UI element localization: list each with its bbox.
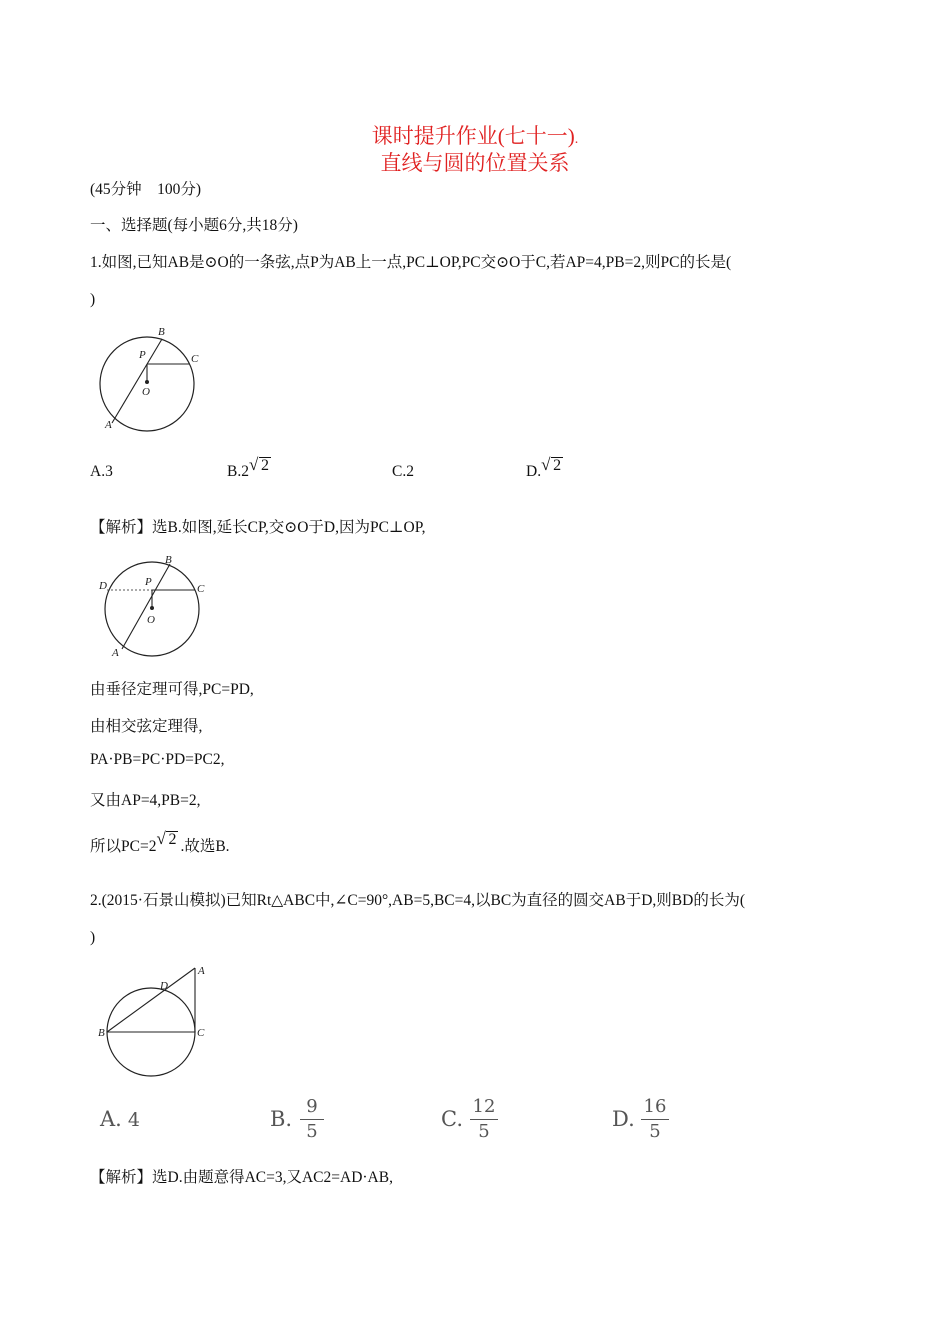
page-title: [0, 120, 950, 150]
q1b-label-d: D: [99, 580, 107, 592]
q2-option-d-label: D.: [612, 1107, 635, 1131]
time-score-meta: (45分钟 100分): [90, 181, 202, 198]
q1-chord-ab: [112, 339, 162, 423]
q1b-center-dot: [150, 606, 154, 610]
q1b-label-b: B: [165, 554, 172, 566]
q2-option-a: [100, 1107, 140, 1131]
q2-option-d-denominator: 5: [649, 1121, 661, 1142]
q2-label-d: D: [160, 980, 168, 992]
page-subtitle: 直线与圆的位置关系: [380, 151, 570, 175]
q2-option-c-numerator: 12: [472, 1096, 496, 1117]
section-heading: 一、选择题(每小题6分,共18分): [90, 217, 298, 234]
q2-option-b-fraction: [300, 1096, 324, 1143]
q1-analysis-figure: [92, 552, 222, 664]
q1-option-b: [227, 455, 269, 481]
q2-figure: [94, 960, 219, 1082]
q1-option-b-prefix: B.2: [227, 463, 249, 480]
q1-step-2: 由相交弦定理得,: [90, 718, 203, 735]
q1-conclusion: [90, 829, 230, 856]
q1-option-d-radicand: 2: [553, 457, 562, 474]
q1b-label-p: P: [145, 576, 152, 588]
q2-option-b-label: B.: [270, 1107, 293, 1131]
q1-label-a: A: [105, 419, 112, 431]
q1-option-d-prefix: D.: [526, 463, 542, 480]
q2-option-d-fraction: [641, 1096, 669, 1143]
sqrt-symbol: √ 2: [248, 455, 269, 474]
q2-label-a: A: [198, 965, 205, 977]
q1-label-b: B: [158, 326, 165, 338]
q1-conclusion-radicand: 2: [168, 831, 177, 848]
q2-analysis: [90, 1165, 393, 1187]
analysis-label: 【解析】: [90, 1169, 153, 1186]
q2-label-b: B: [98, 1027, 105, 1039]
q1-stem-end: ): [90, 291, 96, 308]
analysis-label: 【解析】: [90, 519, 153, 536]
q1-figure: [90, 322, 230, 434]
q2-stem: 2.(2015·石景山模拟)已知Rt△ABC中,∠C=90°,AB=5,BC=4,以BC为直径的圆交AB于D,则BD的长为(: [90, 892, 745, 909]
q1-step-3: PA·PB=PC·PD=PC2,: [90, 751, 225, 768]
q2-option-c-denominator: 5: [478, 1121, 490, 1142]
q1-analysis: [90, 515, 425, 537]
q1-label-p: P: [139, 349, 146, 361]
q1-label-o: O: [142, 386, 150, 398]
q2-option-a-value: 4: [127, 1109, 140, 1131]
q2-option-a-label: A.: [100, 1107, 122, 1131]
sqrt-symbol: √ 2: [541, 455, 562, 474]
q1b-label-o: O: [147, 614, 155, 626]
q2-option-c-fraction: [470, 1096, 498, 1143]
q2-option-c-label: C.: [441, 1107, 463, 1131]
q1-analysis-text: 选B.如图,延长CP,交⊙O于D,因为PC⊥OP,: [152, 519, 426, 536]
q2-stem-end: ): [90, 929, 96, 946]
q1-center-dot: [145, 380, 149, 384]
q1-conclusion-suffix: .故选B.: [180, 838, 230, 855]
q1-step-4: 又由AP=4,PB=2,: [90, 792, 201, 809]
title-dot: .: [574, 132, 579, 147]
q2-option-b-denominator: 5: [306, 1121, 318, 1142]
sqrt-symbol: √ 2: [156, 829, 177, 848]
q1-step-1: 由垂径定理可得,PC=PD,: [90, 681, 254, 698]
q1b-label-a: A: [112, 647, 119, 659]
q1-option-c: C.2: [392, 463, 414, 480]
q1b-label-c: C: [197, 583, 205, 595]
q1-option-b-radicand: 2: [260, 457, 269, 474]
q1-option-a: A.3: [90, 463, 113, 480]
q1-stem: 1.如图,已知AB是⊙O的一条弦,点P为AB上一点,PC⊥OP,PC交⊙O于C,若AP=4,PB=2,则PC的长是(: [90, 254, 732, 271]
q1-conclusion-prefix: 所以PC=2: [90, 838, 157, 855]
title-line1: 课时提升作业(七十一): [371, 124, 575, 148]
q1-option-d: [526, 455, 562, 481]
q1-label-c: C: [191, 353, 199, 365]
q2-label-c: C: [197, 1027, 205, 1039]
q2-option-d-numerator: 16: [643, 1096, 667, 1117]
q2-analysis-text: 选D.由题意得AC=3,又AC2=AD·AB,: [152, 1169, 393, 1186]
q2-option-b-numerator: 9: [306, 1096, 318, 1117]
